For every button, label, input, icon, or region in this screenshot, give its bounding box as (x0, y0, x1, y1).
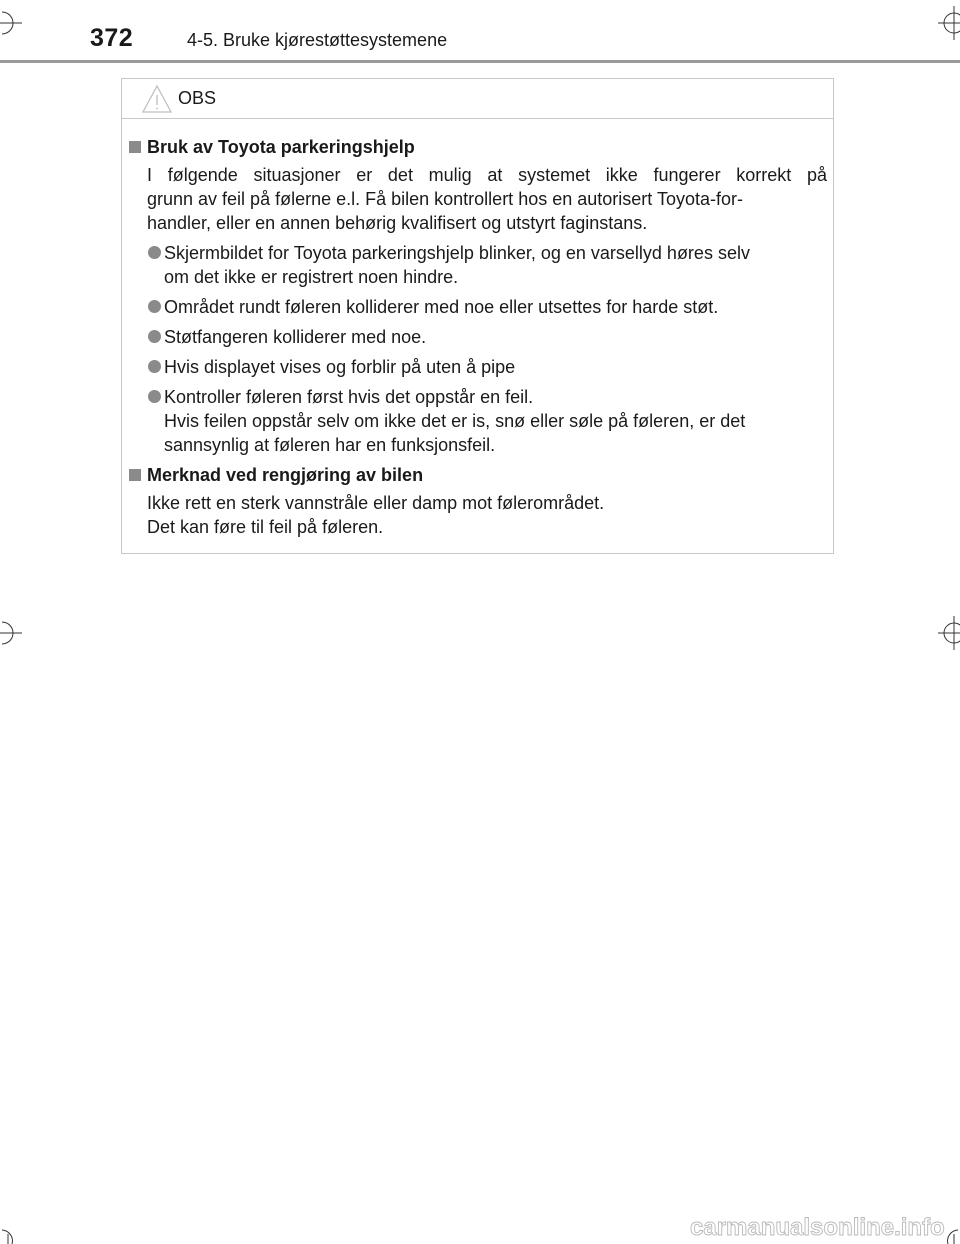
bullet-line: Støtfangeren kolliderer med noe. (164, 327, 427, 347)
bullet-line: om det ikke er registrert noen hindre. (164, 267, 459, 287)
round-bullet-icon (148, 300, 161, 313)
square-bullet-icon (129, 469, 141, 481)
bullet-item (128, 355, 827, 379)
bullet-line: Hvis displayet vises og forblir på uten å pipe (164, 357, 516, 377)
paragraph-line: Ikke rett en sterk vannstråle eller damp mot følerområdet. (147, 493, 605, 513)
bullet-line: Kontroller føleren først hvis det oppstår en feil. (164, 387, 534, 407)
round-bullet-icon (148, 360, 161, 373)
paragraph-line: grunn av feil på følerne e.l. Få bilen kontrollert hos en autorisert Toyota-for- (147, 189, 743, 209)
bullet-line: Hvis feilen oppstår selv om ikke det er is, snø eller søle på føleren, er det (164, 411, 746, 431)
crop-mark-bottom-left (0, 1222, 22, 1244)
bullet-item (128, 385, 827, 457)
obs-content (128, 135, 827, 545)
warning-triangle-icon (141, 84, 173, 114)
round-bullet-icon (148, 390, 161, 403)
page-number: 372 (90, 24, 134, 52)
crop-mark-middle-right (938, 616, 960, 650)
section-heading-text: Merknad ved rengjøring av bilen (147, 465, 424, 485)
round-bullet-icon (148, 246, 161, 259)
section-paragraph (128, 163, 827, 235)
bullet-line: Området rundt føleren kolliderer med noe eller utsettes for harde støt. (164, 297, 719, 317)
bullet-line: Skjermbildet for Toyota parkeringshjelp blinker, og en varsellyd høres selv (164, 243, 750, 263)
obs-label: OBS (178, 88, 217, 108)
crop-mark-middle-left (0, 616, 22, 650)
bullet-item (128, 241, 827, 289)
square-bullet-icon (129, 141, 141, 153)
paragraph-line: I følgende situasjoner er det mulig at systemet ikke fungerer korrekt på (147, 165, 827, 185)
round-bullet-icon (148, 330, 161, 343)
watermark-text: carmanualsonline.info (690, 1214, 945, 1241)
paragraph-line: Det kan føre til feil på føleren. (147, 517, 384, 537)
bullet-item (128, 325, 827, 349)
section-heading (128, 135, 827, 159)
watermark-logo (690, 1212, 952, 1242)
page-header (0, 0, 960, 64)
section-paragraph (128, 491, 827, 539)
obs-header (122, 79, 833, 119)
bullet-line: sannsynlig at føleren har en funksjonsfeil. (164, 435, 496, 455)
section-heading-text: Bruk av Toyota parkeringshjelp (147, 137, 415, 157)
bullet-item (128, 295, 827, 319)
paragraph-line: handler, eller en annen behørig kvalifisert og utstyrt faginstans. (147, 213, 648, 233)
header-rule (0, 60, 960, 63)
obs-notice-box (121, 78, 834, 554)
section-title: 4-5. Bruke kjørestøttesystemene (187, 30, 448, 50)
section-heading (128, 463, 827, 487)
